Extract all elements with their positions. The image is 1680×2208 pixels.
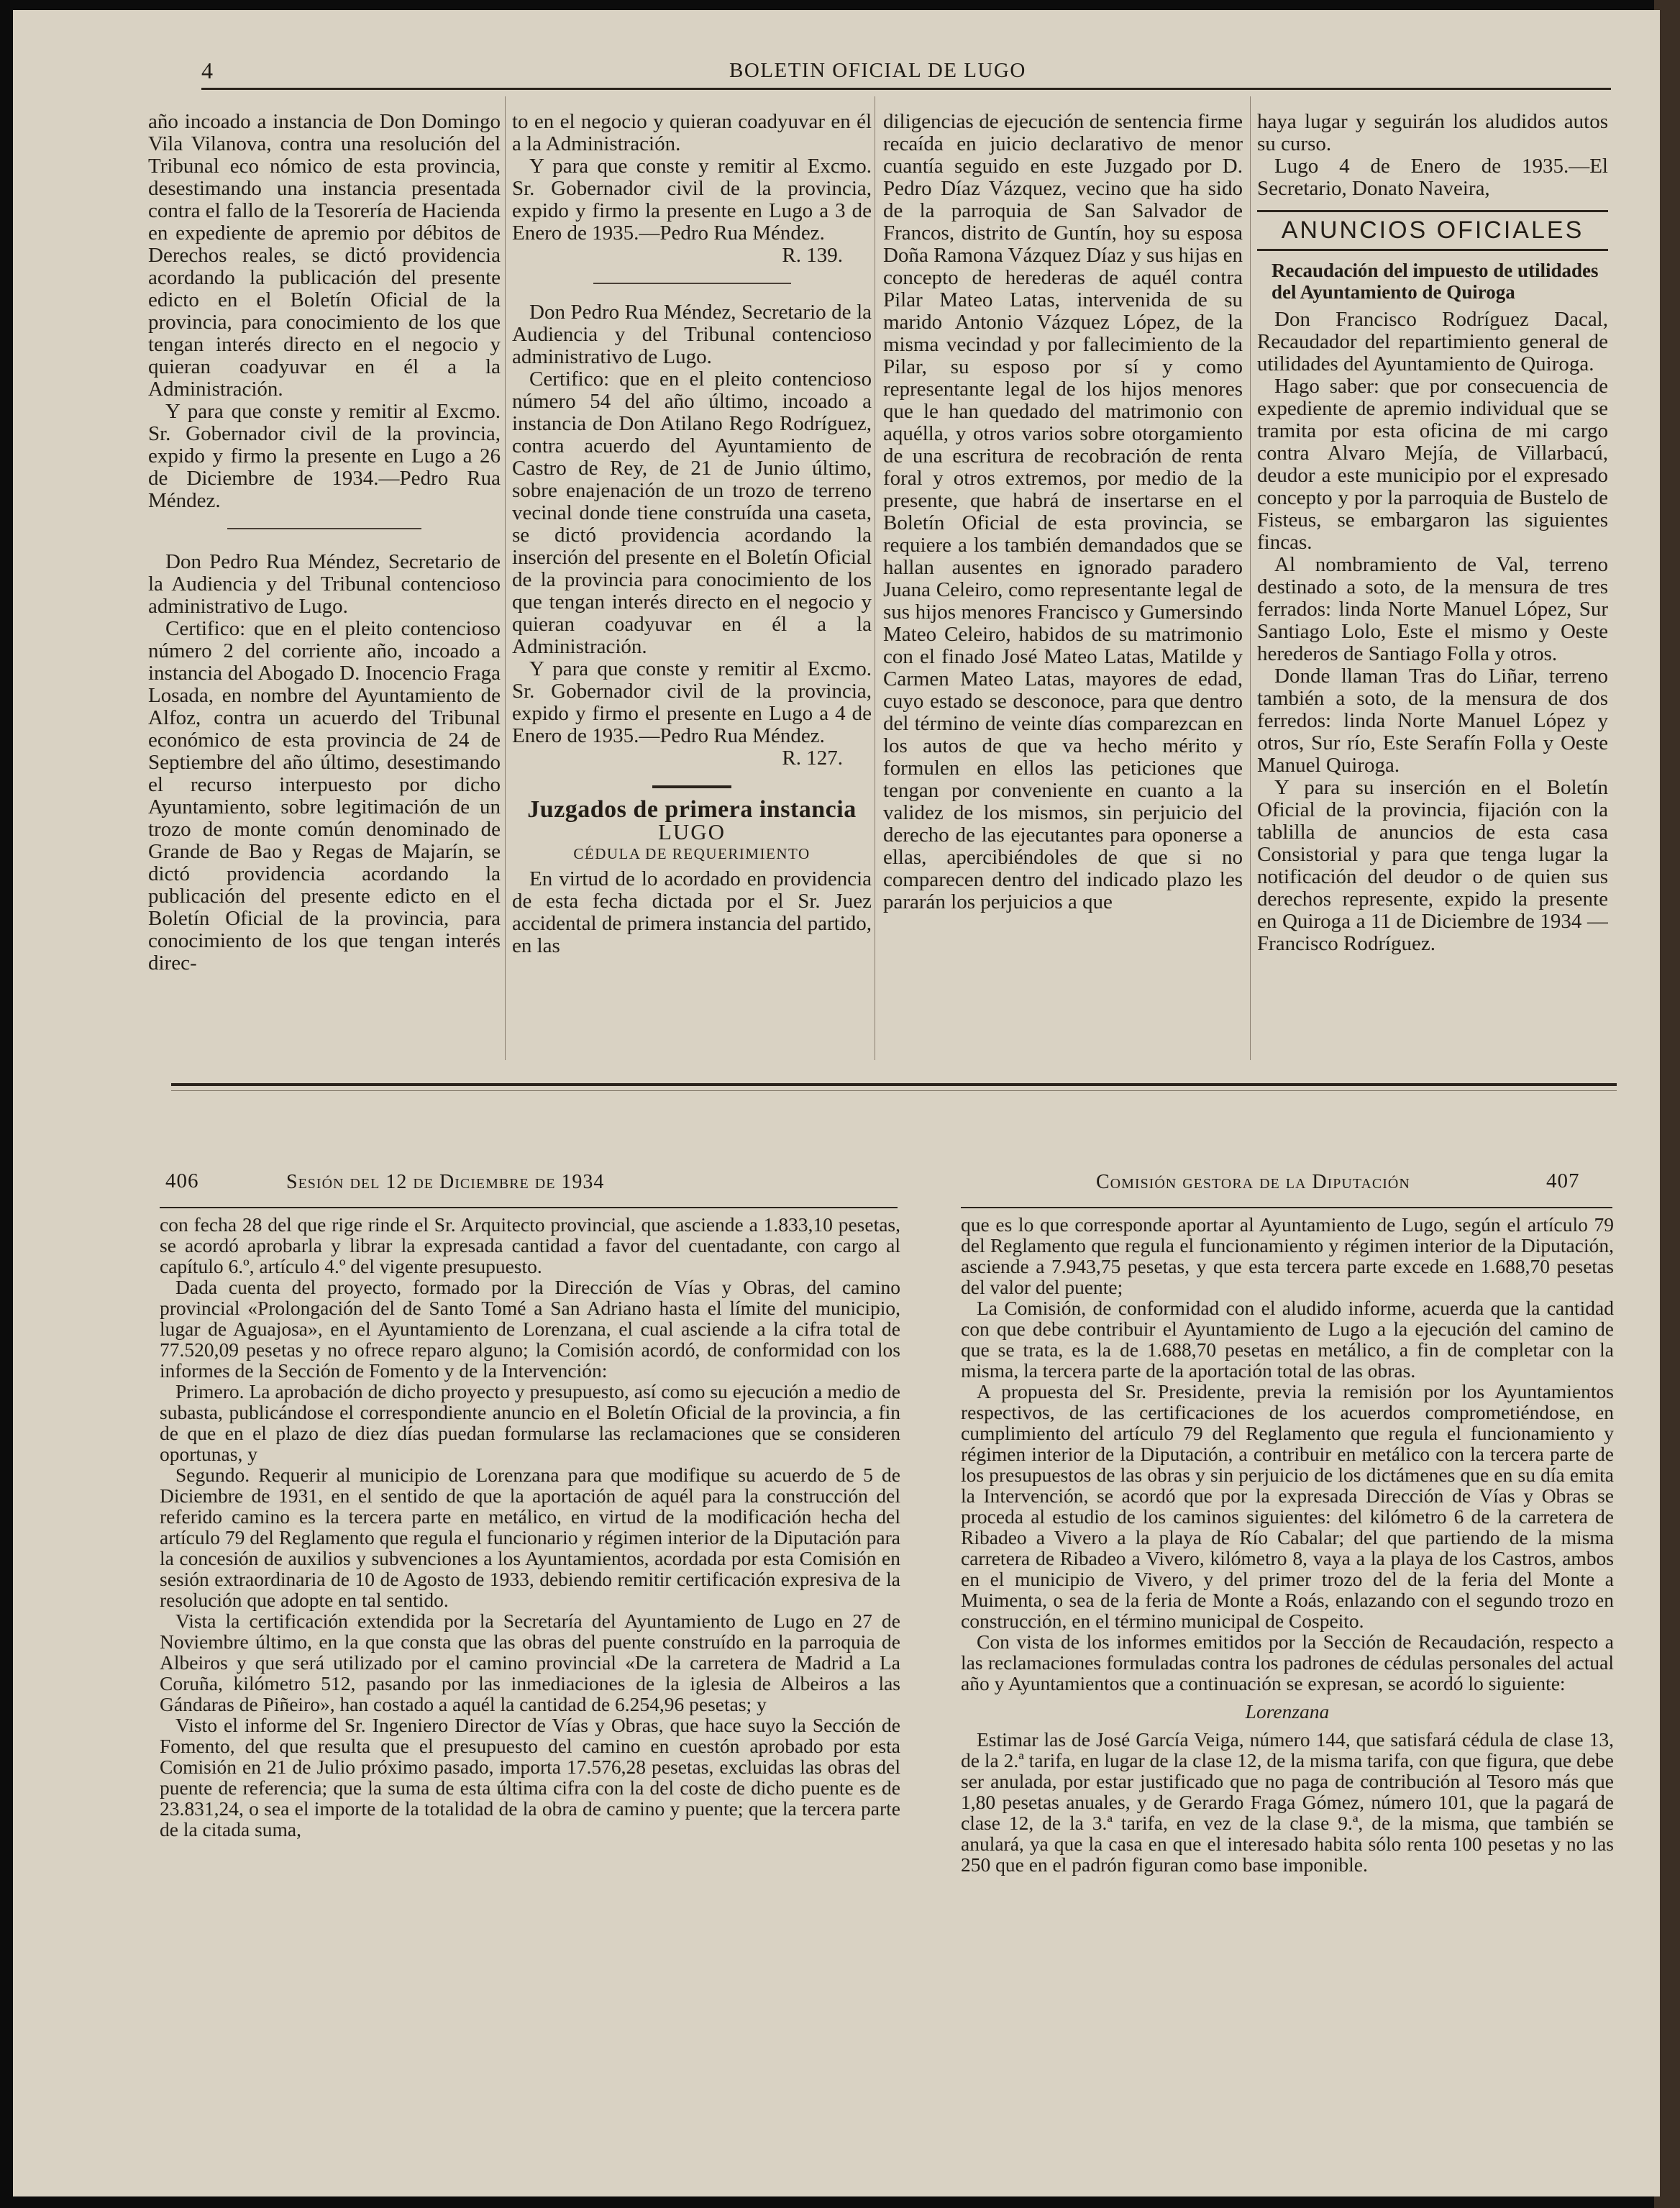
- bottom-right-paragraph: A propuesta del Sr. Presidente, previa la remisión por los Ayuntamientos respectivos, de las certificaciones de los acuerdos comprometiéndose, en cumplimiento del artículo 79 del Reglamento que regula el funcionamiento y régimen interior de la Diputación, a contribuir en metálico con la tercera parte de los presupuestos de las obras y sin perjuicio de los dictámenes que en su día emita la Intervención, se acordó que por la expresada Dirección de Vías y Obras se proceda al estudio de los caminos siguientes: del kilómetro 6 de la carretera de Ribadeo a Vivero a la playa de Río Cabalar; del que partiendo de la misma carretera de Ribadeo a Vivero, kilómetro 8, vaya a la playa de los Castros, ambos en el municipio de Vivero, y del primer trozo del de la feria del Monte a Muimenta, o sea de la feria de Monte a Roás, enlazando con el segundo trozo en construcción, en el término municipal de Cospeito.: [961, 1380, 1614, 1632]
- bottom-left-paragraph: Segundo. Requerir al municipio de Lorenzana para que modifique su acuerdo de 5 de Diciembre de 1931, en el sentido de que la aportación de aquél para la construcción del referido camino es la tercera parte en metálico, en virtud de la modificación hecha del artículo 79 del Reglamento que regula el funcionario y régimen interior de la Diputación para la concesión de auxilios y subvenciones a los Ayuntamientos, acordada por esta Comisión en sesión extraordinaria de 10 de Agosto de 1933, debiendo remitir certificación expresiva de la resolución que adopte en tal sentido.: [160, 1464, 900, 1611]
- top-header-title: BOLETIN OFICIAL DE LUGO: [729, 59, 1026, 82]
- half-separator-rule-thin: [171, 1090, 1617, 1091]
- col2-paragraph: Y para que conste y remitir al Excmo. Sr. Gobernador civil de la provincia, expido y firmo la presente en Lugo a 3 de Enero de 1935.—Pedro Rua Méndez.: [512, 155, 872, 245]
- bottom-right-paragraph: Con vista de los informes emitidos por la Sección de Recaudación, respecto a las reclamaciones formuladas contra los padrones de cédulas personales del actual año y Ayuntamientos que a continuación se expresan, se acordó lo siguiente:: [961, 1630, 1614, 1694]
- col1-separator: [227, 528, 421, 529]
- anuncios-oficiales-title: ANUNCIOS OFICIALES: [1281, 216, 1584, 244]
- col2-separator: [593, 283, 791, 284]
- top-col-divider-1: [505, 96, 506, 1060]
- bottom-left-paragraph: Dada cuenta del proyecto, formado por la Dirección de Vías y Obras, del camino provincial «Prolongación del de Santo Tomé a San Adriano hasta el límite del municipio, lugar de Aguajosa», en el Ayuntamiento de Lorenzana, el cual asciende a la cifra total de 77.520,09 pesetas y no ofrece reparo alguno; la Comisión acordó, de conformidad con los informes de la Sección de Fomento y de la Intervención:: [160, 1276, 900, 1382]
- col4-paragraph: haya lugar y seguirán los aludidos autos su curso.: [1257, 111, 1608, 155]
- bottom-right-paragraph: que es lo que corresponde aportar al Ayuntamiento de Lugo, según el artículo 79 del Reglamento que regula el funcionamiento y régimen interior de la Diputación, asciende a 7.943,75 pesetas, y que esta tercera parte excede en 1.688,70 pesetas del valor del puente;: [961, 1214, 1614, 1298]
- col1-paragraph: Don Pedro Rua Méndez, Secretario de la Audiencia y del Tribunal contencioso administrativo de Lugo.: [148, 550, 501, 618]
- anuncios-rule-top: [1257, 210, 1608, 212]
- bottom-right-column: [961, 1214, 1614, 2171]
- col2-paragraph: Certifico: que en el pleito contencioso número 54 del año último, incoado a instancia de Don Atilano Rego Rodríguez, contra acuerdo del Ayuntamiento de Castro de Rey, de 21 de Junio último, sobre enajenación de un trozo de terreno vecinal donde tiene construída una caseta, se dictó providencia acordando la inserción del presente en el Boletín Oficial de la provincia para conocimiento de los que tengan interés directo en el negocio y quieran coadyuvar en él a la Administración.: [512, 368, 872, 658]
- col2-heavy-separator: [652, 785, 731, 788]
- col1-paragraph: Certifico: que en el pleito contencioso número 2 del corriente año, incoado a instancia del Abogado D. Inocencio Fraga Losada, en nombre del Ayuntamiento de Alfoz, contra un acuerdo del Tribunal económico de esta provincia de 24 de Septiembre del año último, desestimando el recurso interpuesto por dicho Ayuntamiento, sobre legitimación de un trozo de monte común denominado de Grande de Bao y Regas de Majarín, se dictó providencia acordando la publicación del presente edicto en el Boletín Oficial de la provincia, para conocimiento de los que tengan interés direc-: [148, 617, 501, 975]
- bottom-left-column: [160, 1214, 900, 2171]
- col1-paragraph: Y para que conste y remitir al Excmo. Sr. Gobernador civil de la provincia, expido y firmo la presente en Lugo a 26 de Diciembre de 1934.—Pedro Rua Méndez.: [148, 400, 501, 512]
- bottom-right-page-number: 407: [1546, 1169, 1580, 1192]
- col2-reference: R. 127.: [782, 747, 843, 770]
- bottom-left-running-title: Sesión del 12 de Diciembre de 1934: [286, 1171, 605, 1193]
- bottom-right-header-rule: [961, 1207, 1612, 1208]
- anuncios-rule-bottom: [1257, 249, 1608, 251]
- bottom-right-paragraph: Estimar las de José García Veiga, número 144, que satisfará cédula de clase 13, de la 2.ª tarifa, en lugar de la clase 12, de la misma tarifa, con que figura, que debe ser anulada, por estar justificado que no paga de contribución al Tesoro más que 1,80 pesetas anuales, y de Gerardo Fraga Gómez, número 101, que la pagará de clase 12, de la 3.ª tarifa, en vez de la clase 9.ª, de la misma, que también se anulará, ya que la casa en que el interesado habita sólo renta 100 pesetas y no las 250 que en el padrón figuran como base imponible.: [961, 1728, 1614, 1876]
- col2-paragraph: En virtud de lo acordado en providencia de esta fecha dictada por el Sr. Juez accidental de primera instancia del partido, en las: [512, 867, 872, 957]
- top-column-1: [148, 111, 501, 1059]
- bottom-left-paragraph: Vista la certificación extendida por la Secretaría del Ayuntamiento de Lugo en 27 de Noviembre último, en la que consta que las obras del puente construído en la parroquia de Albeiros y que será utilizado por el camino provincial «De la carretera de Madrid a La Coruña, kilómetro 512, pasando por las inmediaciones de la iglesia de Albeiros a las Gándaras de Piñeiro», han costado a aquél la cantidad de 6.254,96 pesetas; y: [160, 1610, 900, 1715]
- bottom-left-paragraph: Primero. La aprobación de dicho proyecto y presupuesto, así como su ejecución a medio de subasta, publicándose el correspondiente anuncio en el Boletín Oficial de la provincia, a fin de que en el plazo de diez días puedan formularse las reclamaciones que se consideren oportunas, y: [160, 1380, 900, 1465]
- col4-paragraph: Donde llaman Tras do Liñar, terreno también a soto, de la mensura de dos ferredos: linda Norte Manuel López y otros, Sur río, Este Serafín Folla y Oeste Manuel Quiroga.: [1257, 665, 1608, 777]
- col3-paragraph: diligencias de ejecución de sentencia firme recaída en juicio declarativo de menor cuantía seguido en este Juzgado por D. Pedro Díaz Vázquez, vecino que ha sido de la parroquia de San Salvador de Francos, distrito de Guntín, hoy su esposa Doña Ramona Vázquez Díaz y sus hijas en concepto de herederas de aquél contra Pilar Mateo Latas, intervenida de su marido Antonio Vázquez López, de la misma vecindad y por fallecimiento de la Pilar, su esposo por sí y como representante legal de los hijos menores que le han quedado del matrimonio con aquélla, y otros varios sobre otorgamiento de una escritura de recobración de renta foral y otros extremos, por medio de la presente, que habrá de insertarse en el Boletín Oficial de esta provincia, se requiere a los también demandados que se hallan ausentes en ignorado paradero Juana Celeiro, como representante legal de sus hijos menores Francisco y Gumersindo Mateo Celeiro, habidos de su matrimonio con el finado José Mateo Latas, Matilde y Carmen Mateo Latas, mayores de edad, cuyo estado se desconoce, para que dentro del término de veinte días comparezcan en los autos de que va hecho mérito y formulen en ellos las peticiones que tengan por conveniente en cuanto a la validez de los mismos, sin perjuicio del derecho de las ejecutantes para oponerse a ellas, apercibiéndoles de que si no comparecen dentro del indicado plazo les pararán los perjuicios a que: [883, 111, 1243, 913]
- bottom-left-paragraph: Visto el informe del Sr. Ingeniero Director de Vías y Obras, que hace suyo la Sección de Fomento, del que resulta que el presupuesto del camino en cuestón aprobado por esta Comisión en 21 de Julio próximo pasado, importa 17.576,28 pesetas, excluidas las obras del puente de referencia; que la suma de esta última cifra con la del coste de dicho puente es de 23.831,24, o sea el importe de la totalidad de la obra de camino y puente; que la tercera parte de la citada suma,: [160, 1714, 900, 1840]
- top-column-2: [512, 111, 872, 1059]
- top-page-number: 4: [201, 58, 214, 83]
- top-col-divider-3: [1250, 96, 1251, 1060]
- bottom-left-header-rule: [160, 1207, 898, 1208]
- col2-reference: R. 139.: [782, 244, 843, 267]
- bottom-right-running-title: Comisión gestora de la Diputación: [1096, 1171, 1410, 1193]
- col2-paragraph: to en el negocio y quieran coadyuvar en él a la Administración.: [512, 111, 872, 155]
- top-column-4: [1257, 111, 1608, 1059]
- col4-paragraph: Al nombramiento de Val, terreno destinado a soto, de la mensura de tres ferrados: linda Norte Manuel López, Sur Santiago Lolo, Este el mismo y Oeste herederos de Santiago Folla y otros.: [1257, 553, 1608, 665]
- bottom-left-paragraph: con fecha 28 del que rige rinde el Sr. Arquitecto provincial, que asciende a 1.833,10 pesetas, se acordó aprobarla y librar la expresada cantidad a favor del cuentadante, con cargo al capítulo 6.º, artículo 4.º del vigente presupuesto.: [160, 1214, 900, 1277]
- recaudacion-title: Recaudación del impuesto de utilidades del Ayuntamiento de Quiroga: [1272, 260, 1599, 303]
- section-city: LUGO: [657, 819, 726, 844]
- top-header-rule: [201, 88, 1611, 90]
- col4-paragraph: Lugo 4 de Enero de 1935.—El Secretario, Donato Naveira,: [1257, 155, 1608, 200]
- col2-paragraph: Don Pedro Rua Méndez, Secretario de la Audiencia y del Tribunal contencioso administrativo de Lugo.: [512, 301, 872, 368]
- col1-paragraph: año incoado a instancia de Don Domingo Vila Vilanova, contra una resolución del Tribunal eco nómico de esta provincia, desestimando una instancia presentada contra el fallo de la Tesorería de Hacienda en expediente de apremio por débitos de Derechos reales, se dictó providencia acordando la publicación del presente edicto en el Boletín Oficial de la provincia, para conocimiento de los que tengan interés directo en el negocio y quieran coadyuvar en él a la Administración.: [148, 111, 501, 401]
- col4-paragraph: Y para su inserción en el Boletín Oficial de la provincia, fijación con la tablilla de anuncios de esta casa Consistorial y para que tenga lugar la notificación del deudor o de quien sus derechos represente, expido la presente en Quiroga a 11 de Diciembre de 1934 —Francisco Rodríguez.: [1257, 776, 1608, 955]
- col4-paragraph: Hago saber: que por consecuencia de expediente de apremio individual que se tramita por esta oficina de mi cargo contra Alvaro Mejía, de Villarbacú, deudor a este municipio por el expresado concepto y por la parroquia de Bustelo de Fisteus, se embargaron las siguientes fincas.: [1257, 375, 1608, 554]
- col4-paragraph: Don Francisco Rodríguez Dacal, Recaudador del repartimiento general de utilidades del Ayuntamiento de Quiroga.: [1257, 308, 1608, 375]
- section-title-juzgados: Juzgados de primera instancia: [527, 796, 857, 823]
- section-subtitle: CÉDULA DE REQUERIMIENTO: [573, 845, 811, 862]
- lorenzana-subheading: Lorenzana: [1245, 1700, 1330, 1723]
- col2-paragraph: Y para que conste y remitir al Excmo. Sr. Gobernador civil de la provincia, expido y firmo el presente en Lugo a 4 de Enero de 1935.—Pedro Rua Méndez.: [512, 657, 872, 747]
- newspaper-scan: [13, 10, 1660, 2196]
- bottom-left-page-number: 406: [165, 1169, 199, 1192]
- top-column-3: [883, 111, 1243, 1059]
- bottom-right-paragraph: La Comisión, de conformidad con el aludido informe, acuerda que la cantidad con que debe contribuir el Ayuntamiento de Lugo a la ejecución del camino de que se trata, es la de 1.688,70 pesetas en metálico, a fin de completar con la misma, la tercera parte de la aportación total de las obras.: [961, 1297, 1614, 1382]
- half-separator-rule: [171, 1083, 1617, 1086]
